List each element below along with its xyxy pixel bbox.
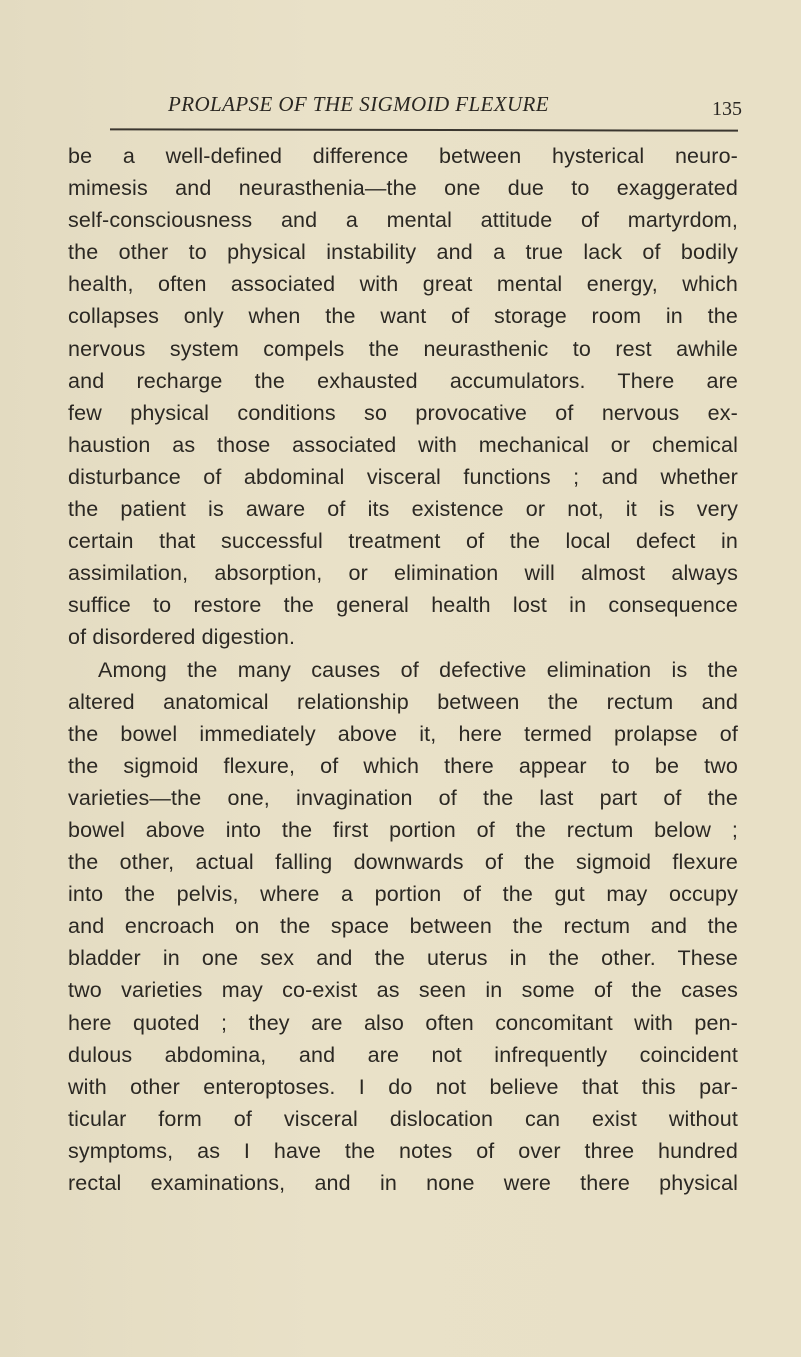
text-line: the patient is aware of its existence or not, it is very <box>68 497 738 522</box>
text-line: altered anatomical relationship between the rectum and <box>68 689 738 714</box>
text-line: disturbance of abdominal visceral functions ; and whether <box>68 464 738 489</box>
text-line: the other to physical instability and a true lack of bodily <box>68 240 738 265</box>
text-line: here quoted ; they are also often concomitant with pen- <box>68 1010 738 1035</box>
text-line: two varieties may co-exist as seen in some of the cases <box>68 978 738 1003</box>
text-line: the bowel immediately above it, here termed prolapse of <box>68 721 738 746</box>
text-line: suffice to restore the general health lost in consequence <box>68 593 738 618</box>
text-line: dulous abdomina, and are not infrequently coincident <box>68 1042 738 1067</box>
text-line: few physical conditions so provocative of nervous ex- <box>68 400 738 425</box>
body-text <box>68 140 738 1199</box>
text-line: self-consciousness and a mental attitude of martyrdom, <box>68 208 738 233</box>
text-line: be a well-defined difference between hysterical neuro- <box>68 144 738 168</box>
text-line: with other enteroptoses. I do not believe that this par- <box>68 1074 738 1099</box>
text-line: and recharge the exhausted accumulators. There are <box>68 368 738 393</box>
text-line: into the pelvis, where a portion of the gut may occupy <box>68 882 738 907</box>
text-line: health, often associated with great mental energy, which <box>68 272 738 297</box>
text-line: and encroach on the space between the rectum and the <box>68 914 738 939</box>
header-rule <box>110 128 738 131</box>
text-line: collapses only when the want of storage room in the <box>68 304 738 329</box>
text-line: certain that successful treatment of the local defect in <box>68 529 738 554</box>
text-line-paragraph-start: Among the many causes of defective elimination is the <box>98 657 738 682</box>
text-line: the other, actual falling downwards of the sigmoid flexure <box>68 850 738 875</box>
page-number: 135 <box>712 98 742 120</box>
text-line: nervous system compels the neurasthenic to rest awhile <box>68 336 738 361</box>
running-title: PROLAPSE OF THE SIGMOID FLEXURE <box>168 92 550 116</box>
text-line: symptoms, as I have the notes of over three hundred <box>68 1138 738 1163</box>
text-line: bladder in one sex and the uterus in the other. These <box>68 946 738 971</box>
text-line: assimilation, absorption, or elimination will almost always <box>68 561 738 586</box>
text-line: mimesis and neurasthenia—the one due to exaggerated <box>68 176 738 201</box>
text-line: haustion as those associated with mechanical or chemical <box>68 432 738 457</box>
text-line: varieties—the one, invagination of the last part of the <box>68 785 738 810</box>
text-line: ticular form of visceral dislocation can exist without <box>68 1106 738 1131</box>
text-line-paragraph-end: of disordered digestion. <box>68 625 296 650</box>
text-line: bowel above into the first portion of the rectum below ; <box>68 817 738 842</box>
text-line: rectal examinations, and in none were there physical <box>68 1171 738 1195</box>
text-line: the sigmoid flexure, of which there appear to be two <box>68 753 738 778</box>
